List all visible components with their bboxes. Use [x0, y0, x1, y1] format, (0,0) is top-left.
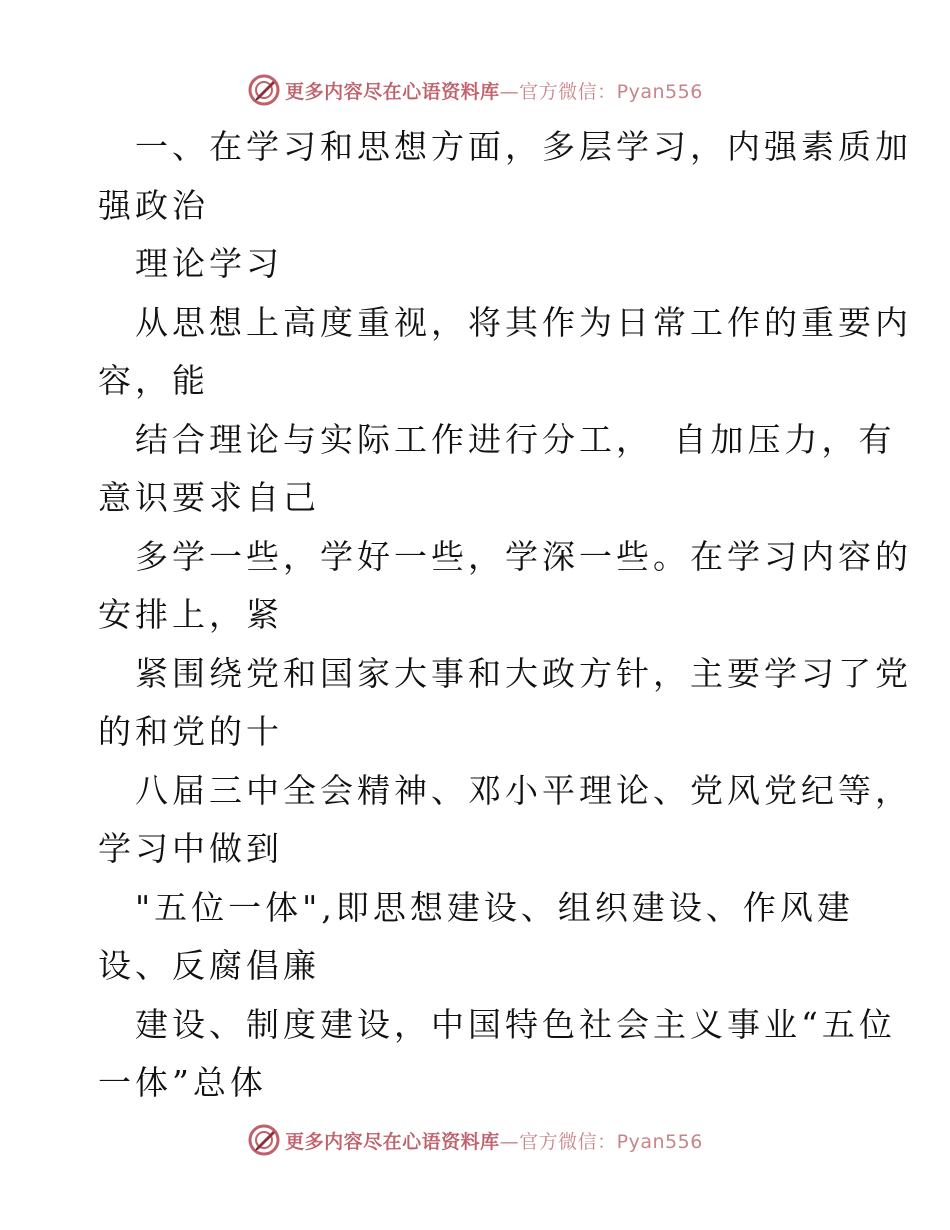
text-line: 建设、制度建设，中国特色社会主义事业“五位: [135, 1004, 896, 1044]
watermark-contact: —官方微信：Pyan556: [499, 1130, 703, 1153]
text-line: 设、反腐倡廉: [98, 946, 320, 985]
pen-logo-icon: [247, 1123, 281, 1157]
header-watermark: [0, 70, 950, 110]
footer-watermark: [0, 1120, 950, 1160]
watermark-brand: 更多内容尽在心语资料库: [285, 80, 500, 103]
text-line: 理论学习: [135, 244, 283, 283]
text-line: 多学一些，学好一些，学深一些。在学习内容的: [135, 536, 912, 576]
text-line: 八届三中全会精神、邓小平理论、党风党纪等，: [135, 770, 912, 810]
watermark-text: [285, 1127, 703, 1154]
pen-logo-icon: [247, 73, 281, 107]
text-line: 一体”总体: [98, 1063, 267, 1102]
text-line: 结合理论与实际工作进行分工， 自加压力，有: [135, 419, 896, 459]
watermark-brand: 更多内容尽在心语资料库: [285, 1130, 500, 1153]
watermark-contact: —官方微信：Pyan556: [499, 80, 703, 103]
text-line: 意识要求自己: [98, 478, 320, 517]
text-line: 安排上，紧: [98, 595, 283, 634]
document-body: [98, 118, 912, 1113]
text-line: 强政治: [98, 185, 209, 225]
text-line: 一、在学习和思想方面，多层学习，内强素质加: [135, 127, 912, 166]
watermark-text: [285, 77, 703, 104]
text-line: 紧围绕党和国家大事和大政方针，主要学习了党: [135, 653, 912, 693]
text-line: 学习中做到: [98, 829, 283, 868]
text-line: 容，能: [98, 361, 209, 400]
text-line: "五位一体",即思想建设、组织建设、作风建: [135, 887, 854, 927]
text-line: 的和党的十: [98, 712, 283, 751]
text-line: 从思想上高度重视，将其作为日常工作的重要内: [135, 302, 912, 342]
